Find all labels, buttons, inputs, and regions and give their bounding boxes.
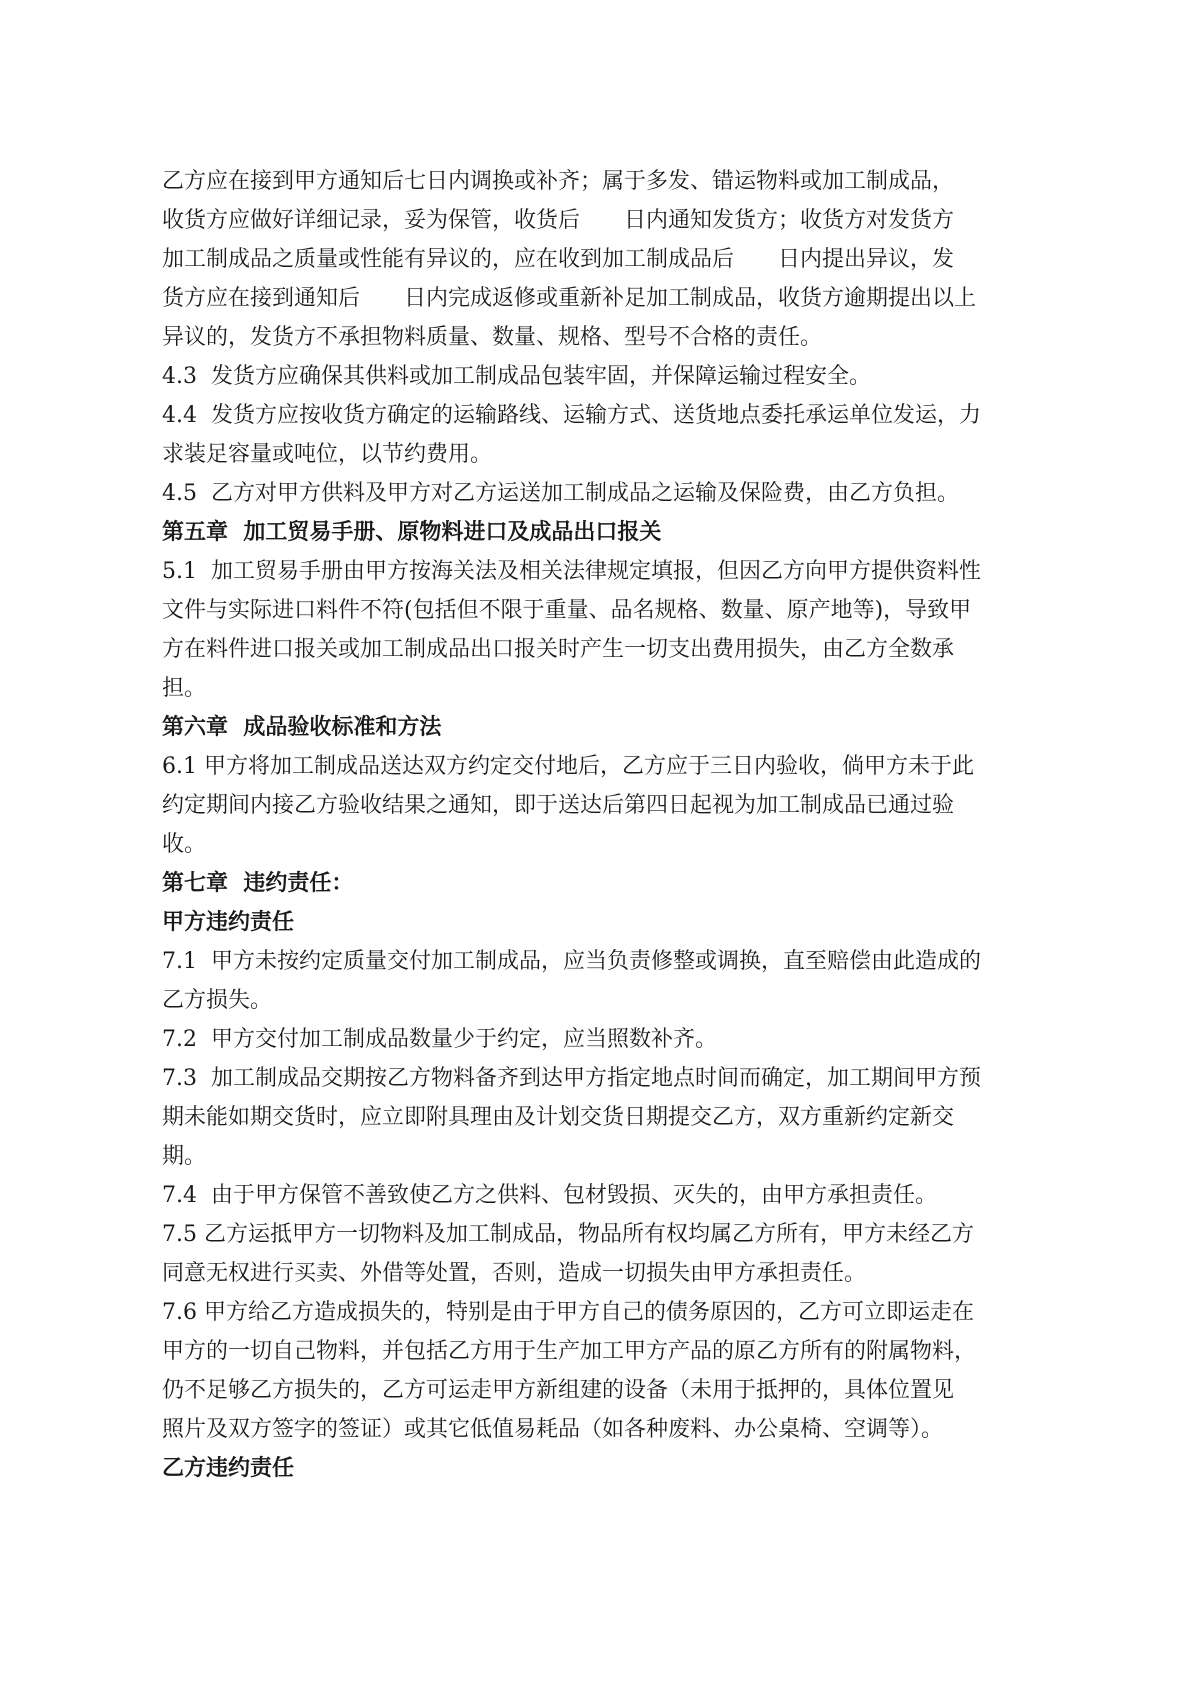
text-line: 7.2 甲方交付加工制成品数量少于约定，应当照数补齐。 bbox=[162, 1027, 717, 1052]
text-line: 加工制成品之质量或性能有异议的，应在收到加工制成品后 日内提出异议，发 bbox=[162, 247, 955, 272]
text-line: 期未能如期交货时，应立即附具理由及计划交货日期提交乙方，双方重新约定新交 bbox=[162, 1105, 955, 1130]
text-line: 异议的，发货方不承担物料质量、数量、规格、型号不合格的责任。 bbox=[162, 325, 823, 350]
text-line: 5.1 加工贸易手册由甲方按海关法及相关法律规定填报，但因乙方向甲方提供资料性 bbox=[162, 559, 981, 584]
text-line: 乙方损失。 bbox=[162, 988, 273, 1013]
text-line: 货方应在接到通知后 日内完成返修或重新补足加工制成品，收货方逾期提出以上 bbox=[162, 286, 977, 311]
text-line: 4.4 发货方应按收货方确定的运输路线、运输方式、送货地点委托承运单位发运，力 bbox=[162, 403, 981, 428]
text-line: 6.1 甲方将加工制成品送达双方约定交付地后，乙方应于三日内验收，倘甲方未于此 bbox=[162, 754, 974, 779]
text-line: 照片及双方签字的签证）或其它低值易耗品（如各种废料、办公桌椅、空调等）。 bbox=[162, 1417, 944, 1442]
text-line: 7.1 甲方未按约定质量交付加工制成品，应当负责修整或调换，直至赔偿由此造成的 bbox=[162, 949, 981, 974]
document-body bbox=[162, 162, 1052, 1488]
section-heading: 第五章 加工贸易手册、原物料进口及成品出口报关 bbox=[162, 520, 662, 545]
text-line: 7.3 加工制成品交期按乙方物料备齐到达甲方指定地点时间而确定，加工期间甲方预 bbox=[162, 1066, 981, 1091]
text-line: 4.3 发货方应确保其供料或加工制成品包装牢固，并保障运输过程安全。 bbox=[162, 364, 871, 389]
text-line: 求装足容量或吨位，以节约费用。 bbox=[162, 442, 493, 467]
text-line: 仍不足够乙方损失的，乙方可运走甲方新组建的设备（未用于抵押的，具体位置见 bbox=[162, 1378, 955, 1403]
text-line: 甲方的一切自己物料，并包括乙方用于生产加工甲方产品的原乙方所有的附属物料， bbox=[162, 1339, 977, 1364]
text-line: 7.5 乙方运抵甲方一切物料及加工制成品，物品所有权均属乙方所有，甲方未经乙方 bbox=[162, 1222, 974, 1247]
text-line: 乙方应在接到甲方通知后七日内调换或补齐；属于多发、错运物料或加工制成品， bbox=[162, 169, 955, 194]
section-heading: 乙方违约责任 bbox=[162, 1456, 295, 1481]
text-line: 收。 bbox=[162, 832, 207, 857]
text-line: 担。 bbox=[162, 676, 207, 701]
text-line: 7.4 由于甲方保管不善致使乙方之供料、包材毁损、灭失的，由甲方承担责任。 bbox=[162, 1183, 937, 1208]
text-line: 文件与实际进口料件不符(包括但不限于重量、品名规格、数量、原产地等)，导致甲 bbox=[162, 598, 972, 623]
text-line: 期。 bbox=[162, 1144, 207, 1169]
text-line: 7.6 甲方给乙方造成损失的，特别是由于甲方自己的债务原因的，乙方可立即运走在 bbox=[162, 1300, 974, 1325]
text-line: 收货方应做好详细记录，妥为保管，收货后 日内通知发货方；收货方对发货方 bbox=[162, 208, 955, 233]
text-line: 4.5 乙方对甲方供料及甲方对乙方运送加工制成品之运输及保险费，由乙方负担。 bbox=[162, 481, 959, 506]
text-line: 约定期间内接乙方验收结果之通知，即于送达后第四日起视为加工制成品已通过验 bbox=[162, 793, 955, 818]
section-heading: 第六章 成品验收标准和方法 bbox=[162, 715, 442, 740]
text-line: 方在料件进口报关或加工制成品出口报关时产生一切支出费用损失，由乙方全数承 bbox=[162, 637, 955, 662]
text-line: 同意无权进行买卖、外借等处置，否则，造成一切损失由甲方承担责任。 bbox=[162, 1261, 867, 1286]
section-heading: 第七章 违约责任： bbox=[162, 871, 354, 896]
section-heading: 甲方违约责任 bbox=[162, 910, 295, 935]
